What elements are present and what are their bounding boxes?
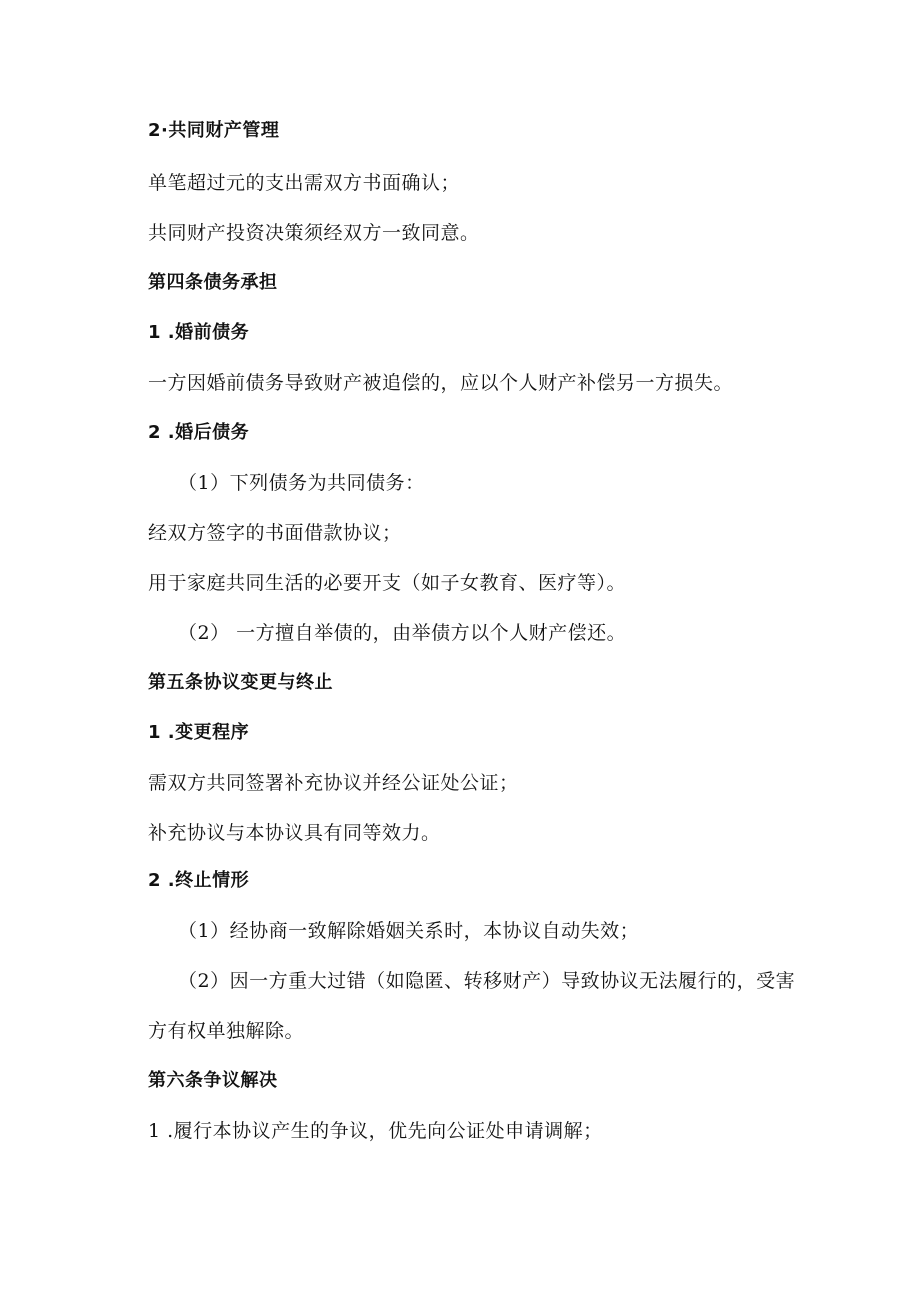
list-item: （1）下列债务为共同债务：	[178, 472, 425, 494]
paragraph-line: 共同财产投资决策须经双方一致同意。	[148, 222, 480, 244]
article-heading: 第六条争议解决	[148, 1070, 278, 1091]
paragraph-line: 补充协议与本协议具有同等效力。	[148, 822, 441, 844]
subsection-heading: 2 .婚后债务	[148, 422, 250, 443]
list-item: （1）经协商一致解除婚姻关系时，本协议自动失效；	[178, 920, 640, 942]
paragraph-line: 单笔超过元的支出需双方书面确认；	[148, 172, 461, 194]
article-heading: 第四条债务承担	[148, 272, 278, 293]
paragraph-line: 1 .履行本协议产生的争议，优先向公证处申请调解；	[148, 1120, 603, 1142]
paragraph-line: 一方因婚前债务导致财产被追偿的，应以个人财产补偿另一方损失。	[148, 372, 734, 394]
subsection-heading: 2 .终止情形	[148, 870, 250, 891]
subsection-heading: 1 .婚前债务	[148, 322, 250, 343]
section-heading: 2·共同财产管理	[148, 120, 280, 141]
paragraph-line: 方有权单独解除。	[148, 1020, 305, 1042]
list-item: （2） 一方擅自举债的，由举债方以个人财产偿还。	[178, 622, 627, 644]
paragraph-line: 用于家庭共同生活的必要开支（如子女教育、医疗等）。	[148, 572, 627, 594]
article-heading: 第五条协议变更与终止	[148, 672, 333, 693]
paragraph-line: 需双方共同签署补充协议并经公证处公证；	[148, 772, 519, 794]
list-item: （2）因一方重大过错（如隐匿、转移财产）导致协议无法履行的，受害	[178, 970, 796, 992]
subsection-heading: 1 .变更程序	[148, 722, 250, 743]
paragraph-line: 经双方签字的书面借款协议；	[148, 522, 402, 544]
